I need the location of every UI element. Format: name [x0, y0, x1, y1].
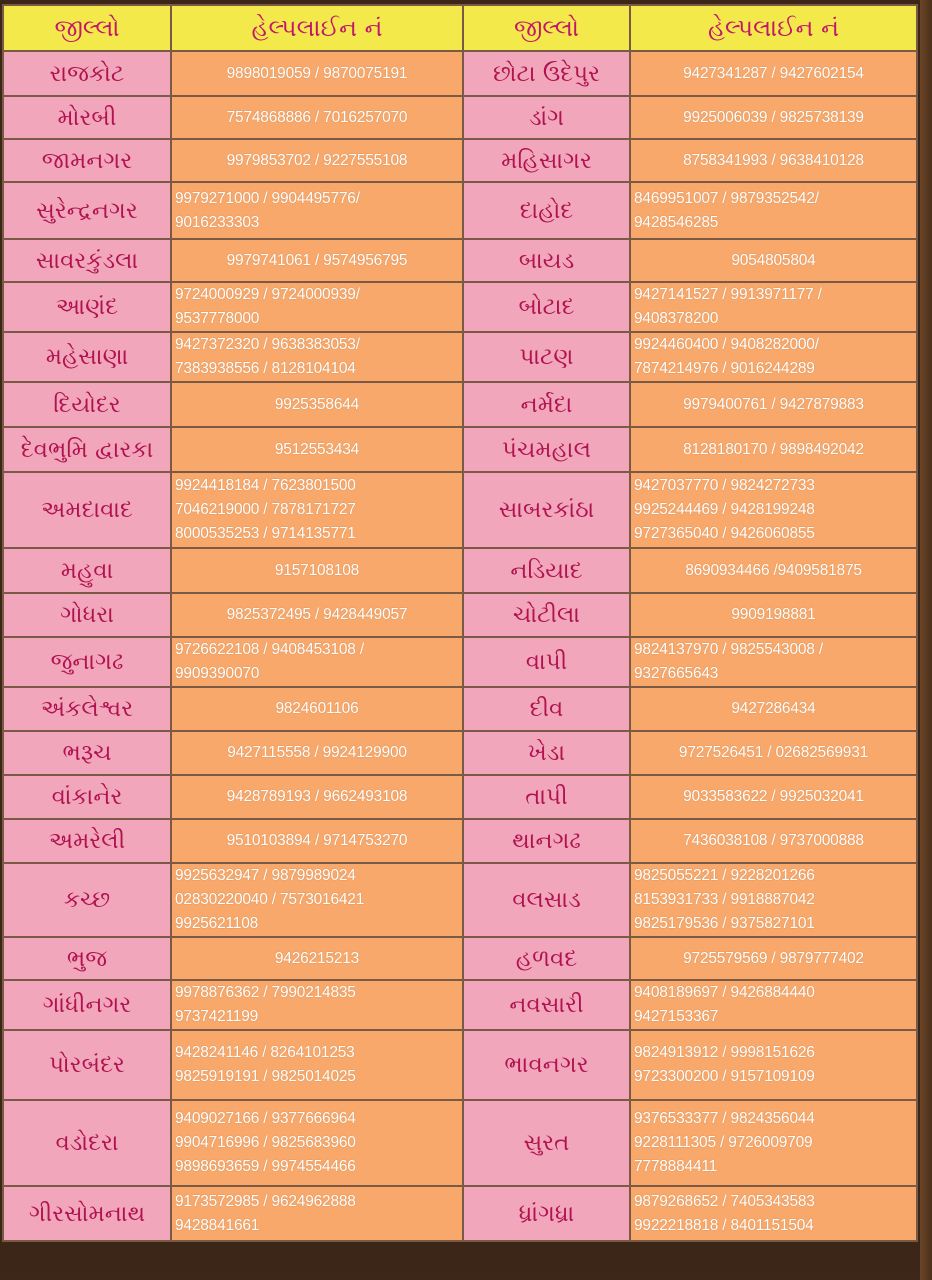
phone-number-line[interactable]: 9924460400 / 9408282000/	[634, 336, 819, 353]
table-row	[3, 863, 917, 937]
phone-number-line[interactable]: 7436038108 / 9737000888	[683, 832, 864, 849]
table-row	[3, 382, 917, 427]
phone-number-line[interactable]: 8758341993 / 9638410128	[683, 151, 864, 169]
phone-number-line[interactable]: 9925358644	[274, 395, 360, 413]
district-name-left: ગીરસોમનાથ	[3, 1186, 171, 1241]
phone-number-line[interactable]: 8153931733 / 9918887042	[634, 891, 815, 908]
district-name-left: અમરેલી	[3, 819, 171, 863]
district-name-right: નર્મદા	[463, 382, 630, 427]
helpline-header-right: હેલ્પલાઈન નં	[630, 5, 917, 51]
phone-number-line[interactable]: 9510103894 / 9714753270	[226, 832, 408, 849]
district-name-left: રાજકોટ	[3, 51, 171, 96]
table-header-row	[3, 5, 917, 51]
helpline-numbers-left	[171, 382, 463, 427]
phone-number-line[interactable]: 9825055221 / 9228201266	[634, 867, 815, 884]
phone-number-line[interactable]: 9909390070	[175, 665, 260, 682]
table-row	[3, 637, 917, 687]
helpline-numbers-right	[630, 687, 917, 731]
phone-number-line[interactable]: 9512553434	[274, 440, 360, 458]
table-row	[3, 282, 917, 332]
table-row	[3, 96, 917, 139]
district-name-left: મોરબી	[3, 96, 171, 139]
table-row	[3, 1100, 917, 1186]
phone-number-line[interactable]: 9428789193 / 9662493108	[226, 788, 408, 805]
helpline-numbers-left	[171, 980, 463, 1030]
helpline-header-left: હેલ્પલાઈન નં	[171, 5, 463, 51]
phone-number-line[interactable]: 9427141527 / 9913971177 /	[634, 286, 822, 303]
phone-number-line[interactable]: 9824913912 / 9998151626	[634, 1044, 815, 1061]
helpline-numbers-left	[171, 819, 463, 863]
helpline-numbers-right	[630, 182, 917, 239]
helpline-numbers-right	[630, 593, 917, 637]
district-name-left: જુનાગઢ	[3, 637, 171, 687]
district-name-right: સુરત	[463, 1100, 630, 1186]
helpline-numbers-right	[630, 239, 917, 282]
table-row	[3, 182, 917, 239]
district-name-left: કચ્છ	[3, 863, 171, 937]
phone-number-line[interactable]: 9725579569 / 9879777402	[683, 949, 864, 967]
phone-number-line[interactable]: 9408189697 / 9426884440	[634, 984, 815, 1001]
phone-number-line[interactable]: 9427037770 / 9824272733	[634, 477, 815, 494]
phone-number-line[interactable]: 9727526451 / 02682569931	[678, 744, 869, 761]
district-name-right: ધ્રાંગધ્રા	[463, 1186, 630, 1241]
helpline-table	[2, 4, 918, 1242]
helpline-numbers-left	[171, 472, 463, 548]
district-name-left: જામનગર	[3, 139, 171, 182]
phone-number-line[interactable]: 9979271000 / 9904495776/	[175, 189, 360, 207]
district-name-left: ગાંધીનગર	[3, 980, 171, 1030]
district-name-left: ગોધરા	[3, 593, 171, 637]
helpline-numbers-right	[630, 731, 917, 775]
phone-number-line[interactable]: 8128180170 / 9898492042	[683, 440, 864, 458]
table-row	[3, 1186, 917, 1241]
district-name-right: ડાંગ	[463, 96, 630, 139]
helpline-numbers-right	[630, 332, 917, 382]
phone-number-line[interactable]: 9033583622 / 9925032041	[683, 788, 864, 805]
phone-number-line[interactable]: 9426215213	[274, 949, 360, 967]
phone-number-line[interactable]: 9922218818 / 8401151504	[634, 1216, 814, 1234]
helpline-numbers-left	[171, 637, 463, 687]
helpline-numbers-left	[171, 96, 463, 139]
table-row	[3, 593, 917, 637]
phone-number-line[interactable]: 9924418184 / 7623801500	[175, 477, 356, 494]
phone-number-line[interactable]: 9723300200 / 9157109109	[634, 1068, 815, 1085]
table-row	[3, 139, 917, 182]
helpline-numbers-right	[630, 1030, 917, 1100]
district-name-left: ભરૂચ	[3, 731, 171, 775]
table-row	[3, 731, 917, 775]
district-name-right: તાપી	[463, 775, 630, 819]
district-header-left: જીલ્લો	[3, 5, 171, 51]
district-name-left: આણંદ	[3, 282, 171, 332]
helpline-numbers-right	[630, 548, 917, 593]
district-name-right: વાપી	[463, 637, 630, 687]
table-row	[3, 819, 917, 863]
district-name-left: અમદાવાદ	[3, 472, 171, 548]
phone-number-line[interactable]: 9327665643	[634, 665, 719, 682]
district-name-right: નવસારી	[463, 980, 630, 1030]
table-row	[3, 775, 917, 819]
district-name-left: દિયોદર	[3, 382, 171, 427]
district-name-right: નડિયાદ	[463, 548, 630, 593]
district-name-right: ખેડા	[463, 731, 630, 775]
phone-number-line[interactable]: 9173572985 / 9624962888	[175, 1192, 356, 1210]
phone-number-line[interactable]: 9925621108	[175, 915, 259, 932]
bottom-edge-shadow	[0, 1262, 920, 1280]
district-name-left: પોરબંદર	[3, 1030, 171, 1100]
district-name-right: બોટાદ	[463, 282, 630, 332]
phone-number-line[interactable]: 9537778000	[175, 310, 260, 327]
helpline-numbers-left	[171, 775, 463, 819]
helpline-numbers-right	[630, 96, 917, 139]
frame-edge	[920, 0, 932, 1280]
district-name-left: સુરેન્દ્રનગર	[3, 182, 171, 239]
phone-number-line[interactable]: 9925632947 / 9879989024	[175, 867, 356, 884]
helpline-numbers-right	[630, 1100, 917, 1186]
district-name-right: દીવ	[463, 687, 630, 731]
phone-number-line[interactable]: 9925244469 / 9428199248	[634, 501, 815, 518]
helpline-numbers-right	[630, 937, 917, 980]
helpline-numbers-left	[171, 282, 463, 332]
phone-number-line[interactable]: 9737421199	[175, 1008, 259, 1025]
phone-number-line[interactable]: 9904716996 / 9825683960	[175, 1134, 356, 1151]
table-row	[3, 937, 917, 980]
district-name-right: ચોટીલા	[463, 593, 630, 637]
helpline-numbers-right	[630, 637, 917, 687]
helpline-numbers-left	[171, 1186, 463, 1241]
table-row	[3, 332, 917, 382]
helpline-numbers-right	[630, 139, 917, 182]
phone-number-line[interactable]: 8690934466 /9409581875	[685, 561, 862, 579]
helpline-numbers-right	[630, 863, 917, 937]
district-name-left: સાવરકુંડલા	[3, 239, 171, 282]
phone-number-line[interactable]: 9376533377 / 9824356044	[634, 1110, 815, 1127]
district-name-left: મહેસાણા	[3, 332, 171, 382]
phone-number-line[interactable]: 9427341287 / 9427602154	[683, 64, 864, 82]
helpline-numbers-left	[171, 139, 463, 182]
phone-number-line[interactable]: 7778884411	[634, 1158, 718, 1175]
phone-number-line[interactable]: 9925006039 / 9825738139	[683, 108, 864, 126]
helpline-numbers-right	[630, 382, 917, 427]
district-name-left: વાંકાનેર	[3, 775, 171, 819]
phone-number-line[interactable]: 9428241146 / 8264101253	[175, 1044, 355, 1061]
phone-number-line[interactable]: 9428546285	[634, 213, 719, 231]
table-body	[3, 51, 917, 1241]
table-row	[3, 472, 917, 548]
district-name-left: ભુજ	[3, 937, 171, 980]
district-header-right: જીલ્લો	[463, 5, 630, 51]
district-name-right: સાબરકાંઠા	[463, 472, 630, 548]
helpline-numbers-left	[171, 427, 463, 472]
district-name-right: દાહોદ	[463, 182, 630, 239]
district-name-right: બાયડ	[463, 239, 630, 282]
helpline-numbers-right	[630, 819, 917, 863]
phone-number-line[interactable]: 7874214976 / 9016244289	[634, 360, 815, 377]
helpline-numbers-right	[630, 427, 917, 472]
district-name-right: છોટા ઉદેપુર	[463, 51, 630, 96]
table-row	[3, 51, 917, 96]
helpline-numbers-right	[630, 282, 917, 332]
phone-number-line[interactable]: 9978876362 / 7990214835	[175, 984, 356, 1001]
phone-number-line[interactable]: 9726622108 / 9408453108 /	[175, 641, 364, 658]
district-name-right: થાનગઢ	[463, 819, 630, 863]
phone-number-line[interactable]: 9427286434	[731, 700, 816, 717]
helpline-numbers-left	[171, 1030, 463, 1100]
phone-number-line[interactable]: 9879268652 / 7405343583	[634, 1192, 815, 1210]
phone-number-line[interactable]: 9824601106	[275, 700, 359, 717]
phone-number-line[interactable]: 9825919191 / 9825014025	[175, 1068, 356, 1085]
helpline-numbers-left	[171, 731, 463, 775]
phone-number-line[interactable]: 9979853702 / 9227555108	[226, 151, 408, 169]
helpline-numbers-right	[630, 980, 917, 1030]
phone-number-line[interactable]: 9825372495 / 9428449057	[226, 606, 408, 623]
phone-number-line[interactable]: 7383938556 / 8128104104	[175, 360, 356, 377]
phone-number-line[interactable]: 9016233303	[175, 213, 260, 231]
phone-number-line[interactable]: 9979400761 / 9427879883	[683, 395, 864, 413]
helpline-numbers-right	[630, 472, 917, 548]
phone-number-line[interactable]: 8000535253 / 9714135771	[175, 525, 356, 542]
district-name-right: હળવદ	[463, 937, 630, 980]
phone-number-line[interactable]: 9724000929 / 9724000939/	[175, 286, 360, 303]
table-row	[3, 980, 917, 1030]
phone-number-line[interactable]: 02830220040 / 7573016421	[175, 891, 365, 908]
phone-number-line[interactable]: 9427372320 / 9638383053/	[175, 336, 360, 353]
helpline-numbers-left	[171, 548, 463, 593]
table-row	[3, 548, 917, 593]
district-name-left: અંકલેશ્વર	[3, 687, 171, 731]
district-name-right: ભાવનગર	[463, 1030, 630, 1100]
phone-number-line[interactable]: 9427115558 / 9924129900	[227, 744, 407, 761]
helpline-numbers-right	[630, 1186, 917, 1241]
helpline-numbers-right	[630, 51, 917, 96]
table-row	[3, 687, 917, 731]
helpline-numbers-left	[171, 239, 463, 282]
district-name-right: પંચમહાલ	[463, 427, 630, 472]
phone-number-line[interactable]: 9898693659 / 9974554466	[175, 1158, 356, 1175]
helpline-numbers-left	[171, 863, 463, 937]
district-name-right: મહિસાગર	[463, 139, 630, 182]
helpline-numbers-left	[171, 51, 463, 96]
helpline-numbers-left	[171, 687, 463, 731]
district-name-left: વડોદરા	[3, 1100, 171, 1186]
district-name-right: પાટણ	[463, 332, 630, 382]
phone-number-line[interactable]: 9054805804	[731, 251, 816, 269]
phone-number-line[interactable]: 9428841661	[175, 1216, 260, 1234]
phone-number-line[interactable]: 9427153367	[634, 1008, 719, 1025]
table-row	[3, 1030, 917, 1100]
phone-number-line[interactable]: 7574868886 / 7016257070	[226, 108, 408, 126]
table-row	[3, 239, 917, 282]
phone-number-line[interactable]: 9909198881	[731, 606, 816, 623]
helpline-numbers-right	[630, 775, 917, 819]
phone-number-line[interactable]: 9727365040 / 9426060855	[634, 525, 815, 542]
table-row	[3, 427, 917, 472]
helpline-numbers-left	[171, 1100, 463, 1186]
helpline-numbers-left	[171, 182, 463, 239]
district-name-left: મહુવા	[3, 548, 171, 593]
phone-number-line[interactable]: 7046219000 / 7878171727	[175, 501, 356, 518]
district-name-right: વલસાડ	[463, 863, 630, 937]
helpline-numbers-left	[171, 937, 463, 980]
phone-number-line[interactable]: 9979741061 / 9574956795	[226, 251, 408, 269]
phone-number-line[interactable]: 9824137970 / 9825543008 /	[634, 641, 823, 658]
phone-number-line[interactable]: 8469951007 / 9879352542/	[634, 189, 819, 207]
phone-number-line[interactable]: 9228111305 / 9726009709	[634, 1134, 813, 1151]
phone-number-line[interactable]: 9408378200	[634, 310, 719, 327]
helpline-numbers-left	[171, 332, 463, 382]
helpline-numbers-left	[171, 593, 463, 637]
phone-number-line[interactable]: 9409027166 / 9377666964	[175, 1110, 356, 1127]
district-name-left: દેવભુમિ દ્વારકા	[3, 427, 171, 472]
phone-number-line[interactable]: 9825179536 / 9375827101	[634, 915, 815, 932]
phone-number-line[interactable]: 9157108108	[274, 561, 360, 579]
phone-number-line[interactable]: 9898019059 / 9870075191	[226, 64, 408, 82]
